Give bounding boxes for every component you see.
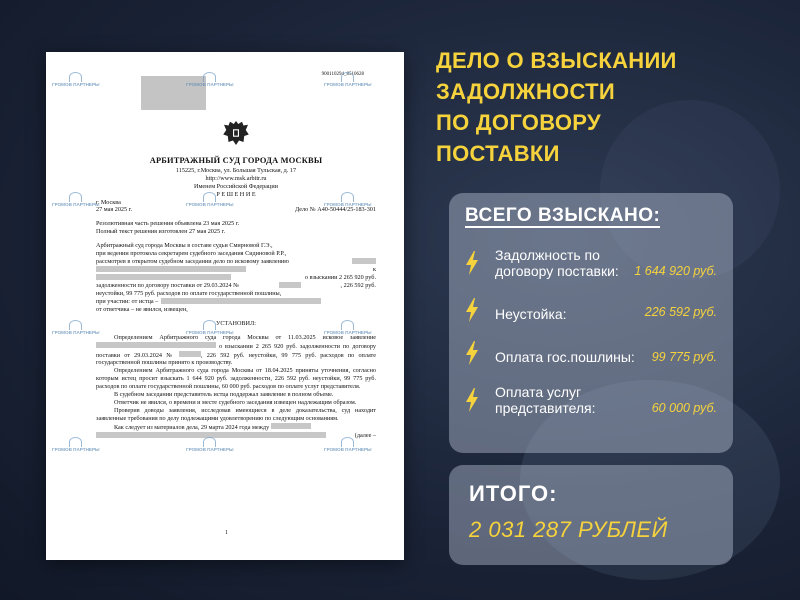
summary-item-label: Неустойка: [495,306,567,322]
headline-line: ДЕЛО О ВЗЫСКАНИИ [436,48,677,73]
watermark-logo: ГРОМОВ ПАРТНЕРЫ [186,320,234,336]
text-line: при ведении протокола секретарем судебного заседания Сидиновой Р.Р., [96,250,287,258]
lightning-bolt-icon [465,388,479,412]
redacted-text [279,282,301,288]
redacted-text [96,342,216,348]
lightning-bolt-icon [465,251,479,275]
summary-items [465,247,717,416]
text-line: рассмотрев в открытом судебном заседании дело по исковому заявлению [96,258,376,266]
summary-item-value: 99 775 руб. [651,350,717,364]
summary-item-value: 1 644 920 руб. [634,264,717,278]
lightning-bolt-icon [465,298,479,322]
city: г. Москва [96,198,121,206]
text-line: задолженности по договору поставки от 29.03.2024 № , 226 592 руб. [96,281,376,289]
summary-item [465,298,717,322]
redacted-text [271,423,311,429]
summary-item [465,247,717,279]
summary-item-label: Задолжность по договору поставки: [495,247,619,279]
watermark-logo: ГРОМОВ ПАРТНЕРЫ [324,320,372,336]
paragraph: Как следует из материалов дела, 29 марта 2024 года между [96,423,376,432]
court-decision-document [46,52,404,560]
text-line: (далее – [96,432,376,440]
redacted-text [161,298,321,304]
court-website: http://www.msk.arbitr.ru [205,174,267,182]
coat-of-arms-icon [221,118,251,148]
paragraph: Определением Арбитражного суда города Москвы от 11.03.2025 исковое заявление о взыскании 2 265 920 руб. задолженности по договору поставки от 29.03.2024 № , 226 592 руб. неустойки, 99 775 руб. расходов по оплате государственной пошлины принято к производству. [96,333,377,367]
watermark-logo: ГРОМОВ ПАРТНЕРЫ [186,192,234,208]
page-number: 1 [225,530,228,537]
court-address: 115225, г.Москва, ул. Большая Тульская, д. 17 [175,166,297,174]
text-line: о взыскании 2 265 920 руб. [96,274,376,282]
total-value: 2 031 287 РУБЛЕЙ [469,517,668,542]
watermark-logo: ГРОМОВ ПАРТНЕРЫ [52,437,100,453]
redacted-text [179,351,201,357]
text-line: к [96,266,376,274]
decision-date: 27 мая 2025 г. [96,206,133,214]
paragraph: Определением Арбитражного суда города Москвы от 18.04.2025 приняты уточнения, согласно которым истец просит взыскать 1 644 920 руб. задолженности, 226 592 руб. неустойки, 99 775 руб. расходов по оплате государственной пошлины, 60 000 руб. расходов по оплате услуг представителя. [96,367,376,391]
watermark-logo: ГРОМОВ ПАРТНЕРЫ [52,72,100,88]
headline-line: ПО ДОГОВОРУ [436,110,601,135]
court-title: АРБИТРАЖНЫЙ СУД ГОРОДА МОСКВЫ [149,156,323,165]
watermark-logo: ГРОМОВ ПАРТНЕРЫ [52,320,100,336]
paragraph: В судебном заседании представитель истца поддержал заявление в полном объеме. [114,391,334,399]
summary-item [465,384,717,416]
watermark-logo: ГРОМОВ ПАРТНЕРЫ [52,192,100,208]
headline [436,45,776,169]
summary-panel [449,193,733,453]
total-label: ИТОГО: [469,481,558,506]
watermark-logo: ГРОМОВ ПАРТНЕРЫ [186,72,234,88]
paragraph: Проверив доводы заявления, исследовав имеющиеся в деле доказательства, суд находит заявленные требования по делу подлежащими удовлетворению по следующим основаниям. [96,407,376,422]
redacted-text [96,274,231,280]
paragraph: Ответчик не явился, о времени и месте судебного заседания извещен надлежащим образом. [114,399,357,407]
summary-item [465,341,717,365]
headline-line: ПОСТАВКИ [436,141,560,166]
summary-title: ВСЕГО ВЗЫСКАНО: [465,205,661,226]
decision-heading: Р Е Ш Е Н И Е [216,190,256,198]
name-of-federation: Именем Российской Федерации [194,182,278,190]
document-barcode-number: 900110294_8510628 [321,72,364,77]
lightning-bolt-icon [465,341,479,365]
watermark-logo: ГРОМОВ ПАРТНЕРЫ [324,72,372,88]
text-line: от ответчика – не явился, извещен, [96,305,188,313]
case-number: Дело № А40-50444/25-183-301 [295,206,376,214]
text-line: при участии: от истца – [96,298,376,306]
full-text-line: Полный текст решения изготовлен 27 мая 2025 г. [96,228,226,236]
announced-line: Резолютивная часть решения объявлена 23 мая 2025 г. [96,220,240,228]
watermark-logo: ГРОМОВ ПАРТНЕРЫ [186,437,234,453]
watermark-logo: ГРОМОВ ПАРТНЕРЫ [324,437,372,453]
headline-line: ЗАДОЛЖНОСТИ [436,79,615,104]
text-line: неустойки, 99 775 руб. расходов по оплате государственной пошлины, [96,289,282,297]
summary-item-label: Оплата гос.пошлины: [495,349,635,365]
redacted-text [352,258,376,264]
text-line: Арбитражный суд города Москвы в составе судьи Смирновой Г.Э., [96,242,273,250]
summary-item-label: Оплата услуг представителя: [495,384,596,416]
total-panel [449,465,733,565]
established-heading: УСТАНОВИЛ: [216,319,256,327]
redacted-text [96,266,246,272]
summary-item-value: 226 592 руб. [644,305,717,319]
summary-item-value: 60 000 руб. [651,401,717,415]
watermark-logo: ГРОМОВ ПАРТНЕРЫ [324,192,372,208]
